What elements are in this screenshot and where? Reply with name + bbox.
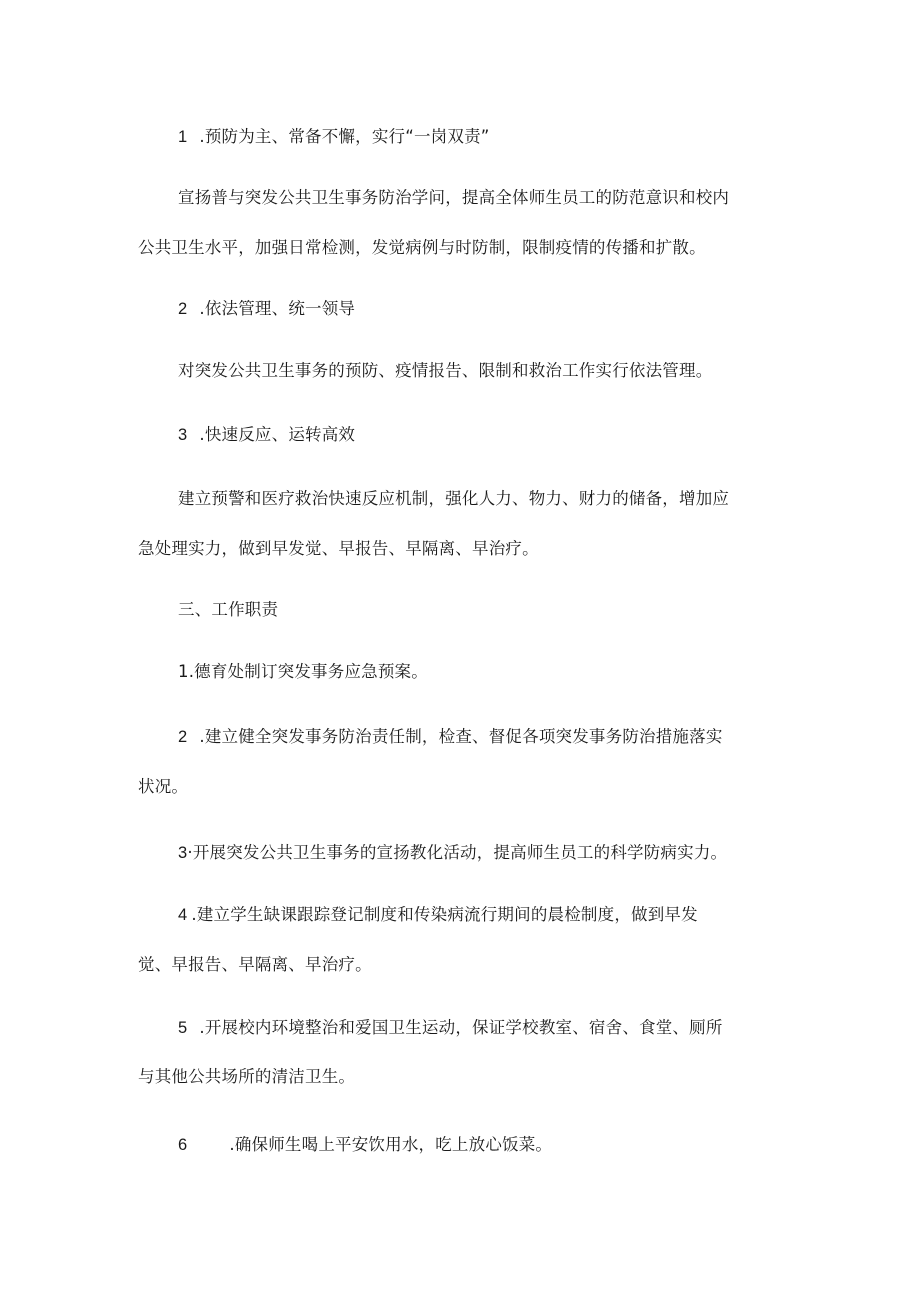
duty-6-number: 6 [178,1136,188,1154]
principle-1-title: .预防为主、常备不懈，实行“一岗双责” [199,127,490,146]
principle-3-body-line-1: 建立预警和医疗救治快速反应机制，强化人力、物力、财力的储备，增加应 [178,489,730,508]
duty-1: 1.德育处制订突发事务应急预案。 [178,662,428,681]
principle-1-heading [178,127,490,147]
principle-3-title: .快速反应、运转高效 [199,425,356,444]
principle-1-body-line-2: 公共卫生水平，加强日常检测，发觉病例与时防制，限制疫情的传播和扩散。 [138,238,706,257]
duty-5-line-1 [178,1018,723,1038]
principle-1-number: 1 [178,128,188,146]
duty-4-number: 4 [178,906,188,924]
duty-4-line-1 [178,905,698,925]
principle-3-body-line-2: 急处理实力，做到早发觉、早报告、早隔离、早治疗。 [138,539,539,558]
principle-3-number: 3 [178,426,188,444]
duty-5-text: .开展校内环境整治和爱国卫生运动，保证学校教室、宿舍、食堂、厕所 [199,1018,723,1037]
principle-2-title: .依法管理、统一领导 [199,299,356,318]
duty-6 [178,1135,552,1155]
duty-2-line-2: 状况。 [138,777,189,796]
duty-2-text: .建立健全突发事务防治责任制，检查、督促各项突发事务防治措施落实 [199,727,723,746]
duty-2-number: 2 [178,728,188,746]
principle-1-body-line-1: 宣扬普与突发公共卫生事务防治学问，提高全体师生员工的防范意识和校内 [178,188,730,207]
principle-2-number: 2 [178,300,188,318]
duty-4-text: .建立学生缺课跟踪登记制度和传染病流行期间的晨检制度，做到早发 [191,905,698,924]
duty-6-text: .确保师生喝上平安饮用水，吃上放心饭菜。 [229,1135,553,1154]
duty-5-number: 5 [178,1019,188,1037]
duty-3-text: ·开展突发公共卫生事务的宣扬教化活动，提高师生员工的科学防病实力。 [187,843,728,862]
principle-2-body: 对突发公共卫生事务的预防、疫情报告、限制和救治工作实行依法管理。 [178,361,713,380]
duty-3 [178,843,727,863]
section-3-heading: 三、工作职责 [178,600,279,619]
duty-5-line-2: 与其他公共场所的清洁卫生。 [138,1067,356,1086]
duty-4-line-2: 觉、早报告、早隔离、早治疗。 [138,955,372,974]
principle-2-heading [178,299,355,319]
principle-3-heading [178,425,355,445]
duty-3-number: 3 [178,844,188,862]
duty-2-line-1 [178,727,723,747]
